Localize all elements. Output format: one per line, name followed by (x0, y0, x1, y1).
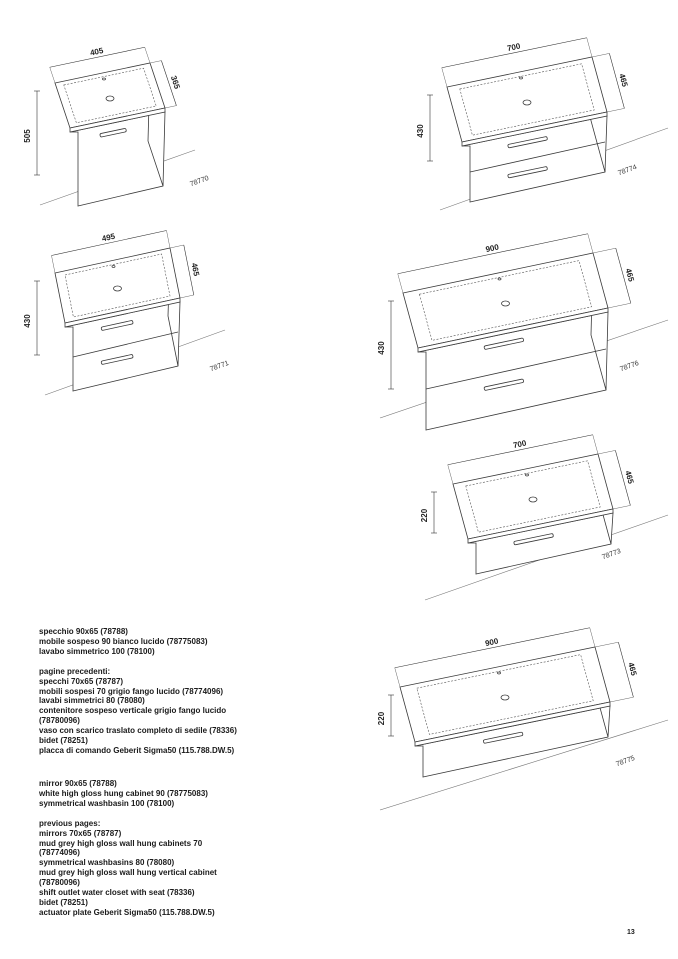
it-line: specchio 90x65 (78788) (39, 627, 128, 636)
depth-label: 465 (623, 469, 636, 485)
extension-line (170, 245, 184, 248)
italian-description (39, 627, 339, 756)
extension-line (180, 295, 194, 298)
cabinet-drawing (23, 46, 210, 206)
it-line: lavabi simmetrici 80 (78080) (39, 696, 145, 706)
en-line: symmetrical washbasin 100 (78100) (39, 798, 175, 808)
it-line: lavabo simmetrico 100 (78100) (39, 646, 155, 656)
extension-line (592, 53, 609, 57)
drain (106, 96, 114, 101)
tap-hole (103, 78, 106, 80)
height-label: 220 (377, 711, 386, 726)
en-previous-title: previous pages: (39, 818, 101, 828)
product-code: 78773 (601, 547, 622, 562)
it-line: placca di comando Geberit Sigma50 (115.788.DW.5) (39, 745, 235, 755)
height-label: 220 (420, 508, 429, 523)
width-label: 495 (100, 231, 116, 244)
it-line: specchi 70x65 (78787) (39, 676, 124, 686)
width-label: 900 (484, 636, 500, 649)
extension-line (613, 505, 630, 509)
extension-line (595, 642, 618, 647)
en-line: mud grey high gloss wall hung vertical cabinet (39, 868, 217, 878)
extension-line (608, 303, 631, 308)
product-code: 78775 (615, 754, 636, 769)
en-line: (78780096) (39, 878, 80, 888)
en-line: actuator plate Geberit Sigma50 (115.788.DW.5) (39, 907, 215, 917)
page-number: 13 (627, 929, 635, 936)
tap-hole (520, 77, 523, 79)
en-line: white high gloss hung cabinet 90 (78775083) (39, 788, 208, 798)
extension-line (607, 108, 624, 112)
it-line: contenitore sospeso verticale grigio fango lucido (39, 706, 227, 716)
width-label: 900 (484, 242, 500, 255)
drain (502, 301, 510, 306)
en-line: symmetrical washbasins 80 (78080) (39, 858, 175, 868)
width-label: 700 (506, 41, 522, 54)
en-line: shift outlet water closet with seat (78336) (39, 888, 195, 898)
it-line: (78780096) (39, 716, 80, 726)
cabinet-drawing (377, 628, 668, 810)
extension-line (593, 248, 616, 253)
en-line: (78774096) (39, 848, 80, 858)
depth-label: 465 (617, 72, 630, 88)
product-code: 78774 (617, 163, 638, 178)
cabinet-drawing (420, 435, 668, 600)
tap-hole (498, 672, 501, 674)
depth-label: 365 (168, 74, 182, 91)
width-label: 700 (512, 438, 528, 451)
depth-label: 465 (189, 262, 201, 277)
depth-label: 465 (623, 267, 636, 283)
extension-line (590, 628, 595, 647)
english-description (39, 779, 339, 918)
tap-hole (526, 474, 529, 476)
extension-line (587, 38, 592, 57)
it-line: bidet (78251) (39, 736, 88, 746)
drain (114, 286, 122, 291)
extension-line (593, 435, 598, 454)
extension-line (50, 67, 55, 83)
extension-line (598, 450, 615, 454)
cabinet-drawing (377, 234, 668, 430)
extension-line (145, 47, 150, 63)
cabinet-drawing (416, 38, 668, 210)
extension-line (150, 61, 161, 63)
extension-line (395, 668, 400, 687)
tap-hole (498, 278, 501, 280)
extension-line (165, 106, 176, 108)
en-line: mirror 90x65 (78788) (39, 779, 117, 788)
en-line: mirrors 70x65 (78787) (39, 828, 122, 838)
product-code: 78771 (209, 359, 230, 374)
extension-line (610, 697, 633, 702)
width-label: 405 (89, 46, 105, 58)
height-label: 505 (23, 129, 32, 143)
extension-line (448, 465, 453, 484)
en-line: mud grey high gloss wall hung cabinets 70 (39, 838, 203, 848)
extension-line (442, 68, 447, 87)
en-line: bidet (78251) (39, 897, 88, 907)
extension-line (167, 231, 171, 249)
drain (523, 100, 531, 105)
drain (529, 497, 537, 502)
extension-line (52, 256, 56, 274)
extension-line (588, 234, 593, 253)
height-label: 430 (377, 341, 386, 355)
tap-hole (112, 266, 115, 268)
it-line: mobili sospesi 70 grigio fango lucido (78774096) (39, 686, 224, 696)
product-code: 78770 (189, 174, 210, 189)
height-label: 430 (23, 314, 32, 328)
cabinet-drawing (23, 231, 230, 396)
it-line: mobile sospeso 90 bianco lucido (78775083) (39, 636, 208, 646)
height-label: 430 (416, 124, 425, 138)
it-line: vaso con scarico traslato completo di sedile (78336) (39, 726, 237, 736)
product-code: 78776 (619, 359, 640, 374)
extension-line (398, 274, 403, 293)
it-previous-title: pagine precedenti: (39, 666, 111, 676)
drain (501, 695, 509, 700)
depth-label: 465 (626, 661, 639, 677)
